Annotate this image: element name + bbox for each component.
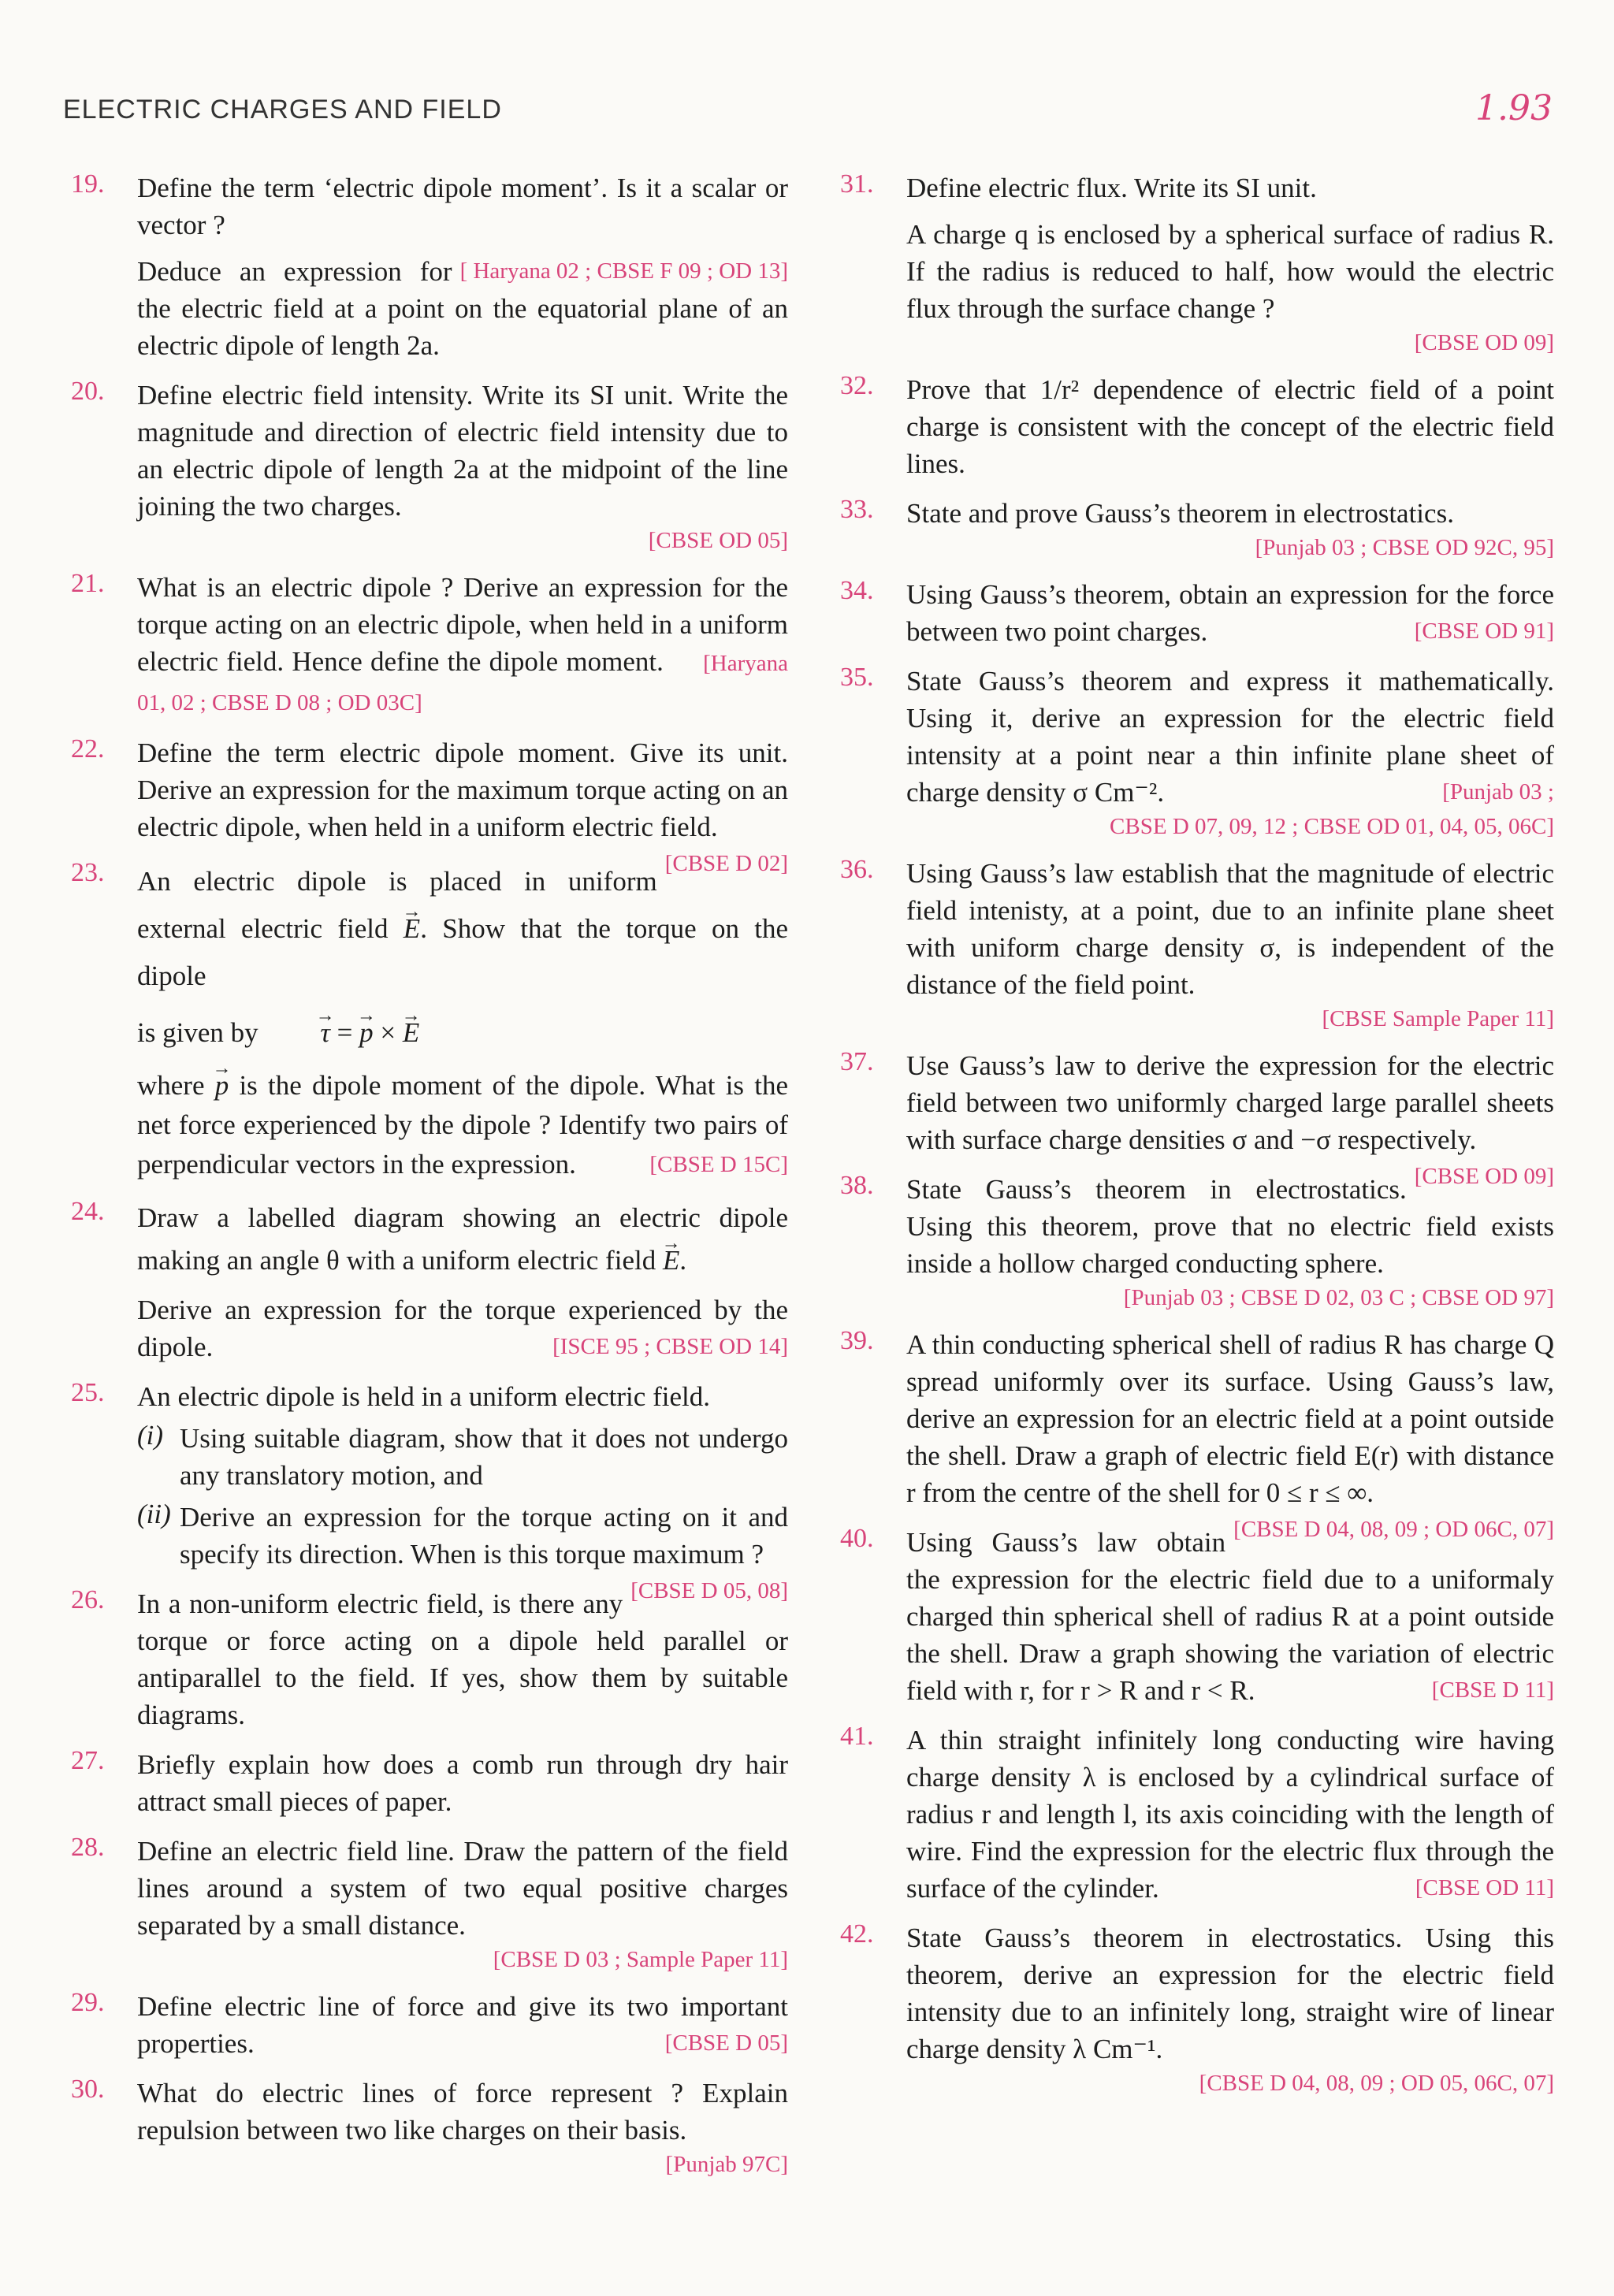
question-number: 34.	[840, 576, 874, 605]
question-23	[71, 858, 788, 1184]
question-number: 35.	[840, 663, 874, 692]
question-number: 22.	[71, 734, 105, 763]
sub-question-text: Derive an expression for the torque acting on it and specify its direction. When is this torque maximum ? [CBSE D 05, 08]	[180, 1499, 788, 1573]
question-21	[71, 569, 788, 722]
question-text: What do electric lines of force represent ? Explain repulsion between two like charges on their basis.	[137, 2078, 788, 2146]
source-reference: [CBSE OD 91]	[1414, 619, 1554, 644]
question-text: Draw a labelled diagram showing an electric dipole making an angle θ with a uniform electric field → E.	[137, 1197, 788, 1282]
question-number: 23.	[71, 858, 105, 887]
source-reference: [CBSE D 02]	[664, 851, 788, 876]
vector-E-symbol: → E	[663, 1239, 679, 1282]
question-text: Using Gauss’s law establish that the magnitude of electric field intenisty, at a point, due to an infinite plane sheet with uniform charge density σ, is independent of the distance of the field point.	[906, 858, 1554, 1000]
question-35	[840, 663, 1554, 842]
running-title: ELECTRIC CHARGES AND FIELD	[63, 95, 502, 124]
sub-question-i	[137, 1420, 788, 1494]
question-number: 32.	[840, 371, 874, 400]
question-text: where → p is the dipole moment of the dipole. What is the net force experienced by the dipole ? Identify two pairs of perpendicular vectors in the expression. [CBSE D 15C]	[137, 1066, 788, 1184]
question-42	[840, 1919, 1554, 2099]
question-20	[71, 377, 788, 556]
sub-question-ii	[137, 1499, 788, 1603]
right-column	[840, 169, 1554, 2112]
question-text: Using Gauss’s theorem, obtain an expression for the force between two point charges. [CBSE OD 91]	[906, 576, 1554, 650]
question-number: 36.	[840, 855, 874, 884]
source-reference: [CBSE D 04, 08, 09 ; OD 05, 06C, 07]	[1199, 2071, 1554, 2096]
source-reference: [CBSE D 05]	[664, 2030, 788, 2056]
question-text: State and prove Gauss’s theorem in electrostatics.	[906, 498, 1454, 529]
source-reference: [CBSE OD 11]	[1415, 1875, 1554, 1900]
question-number: 25.	[71, 1378, 105, 1407]
source-reference: CBSE D 07, 09, 12 ; CBSE OD 01, 04, 05, 06C]	[1110, 814, 1554, 839]
question-text: Define electric line of force and give its two important properties. [CBSE D 05]	[137, 1988, 788, 2062]
source-reference: [CBSE OD 09]	[1414, 1164, 1554, 1189]
equation: → τ = → p × → E	[320, 1017, 419, 1048]
question-29	[71, 1988, 788, 2062]
source-reference: [CBSE Sample Paper 11]	[1322, 1006, 1554, 1031]
question-text: Briefly explain how does a comb run through dry hair attract small pieces of paper.	[137, 1749, 788, 1817]
question-text: A charge q is enclosed by a spherical surface of radius R. If the radius is reduced to half, how would the electric flux through the surface change ?	[906, 219, 1554, 324]
question-number: 42.	[840, 1919, 874, 1949]
question-39	[840, 1326, 1554, 1542]
question-30	[71, 2075, 788, 2180]
source-reference: [CBSE D 05, 08]	[630, 1578, 788, 1603]
source-reference: [CBSE D 03 ; Sample Paper 11]	[493, 1947, 788, 1972]
question-text: Define the term electric dipole moment. Give its unit. Derive an expression for the maximum torque acting on an electric dipole, when held in a uniform electric field. [CBSE D 02]	[137, 734, 788, 845]
question-number: 24.	[71, 1197, 105, 1226]
question-text: An electric dipole is held in a uniform electric field.	[137, 1381, 710, 1412]
question-text: State Gauss’s theorem in electrostatics. Using this theorem, prove that no electric field exists inside a hollow charged conducting sphere.	[906, 1174, 1554, 1279]
question-34	[840, 576, 1554, 650]
question-text: A thin conducting spherical shell of radius R has charge Q spread uniformly over its surface. Using Gauss’s law, derive an expression for an electric field at a point outside the shell. Draw a graph of electric field E(r) with distance r from the centre of the shell for 0 ≤ r ≤ ∞. [CBSE D 04, 08, 09 ; OD 06C, 07]	[906, 1326, 1554, 1511]
source-reference: [CBSE OD 09]	[1414, 330, 1554, 355]
question-41	[840, 1722, 1554, 1907]
question-text: An electric dipole is placed in uniform external electric field → E. Show that the torque on the dipole	[137, 858, 788, 1000]
question-38	[840, 1171, 1554, 1313]
page-number: 1.93	[1475, 88, 1553, 128]
question-text: In a non-uniform electric field, is there any torque or force acting on a dipole held parallel or antiparallel to the field. If yes, show them by suitable diagrams.	[137, 1588, 788, 1730]
question-text: Define an electric field line. Draw the pattern of the field lines around a system of two equal positive charges separated by a small distance.	[137, 1836, 788, 1941]
question-number: 26.	[71, 1585, 105, 1614]
question-text: Define electric field intensity. Write its SI unit. Write the magnitude and direction of electric field intensity due to an electric dipole of length 2a at the midpoint of the line joining the two charges.	[137, 380, 788, 522]
source-reference: [Punjab 03 ; CBSE D 02, 03 C ; CBSE OD 97]	[1123, 1285, 1554, 1310]
source-reference: [ISCE 95 ; CBSE OD 14]	[552, 1334, 788, 1359]
vector-p-symbol: → p	[215, 1066, 229, 1105]
question-text: Use Gauss’s law to derive the expression for the electric field between two uniformly charged large parallel sheets with surface charge densities σ and −σ respectively. [CBSE OD 09]	[906, 1047, 1554, 1158]
question-31	[840, 169, 1554, 359]
question-number: 33.	[840, 495, 874, 524]
question-text: Using Gauss’s law obtain the expression for the electric field due to a uniformaly charged thin spherical shell of radius R at a point outside the shell. Draw a graph showing the variation of electric field with r, for r > R and r < R. [CBSE D 11]	[906, 1524, 1554, 1709]
question-text: What is an electric dipole ? Derive an expression for the torque acting on an electric dipole, when held in a uniform electric field. Hence define the dipole moment. [Haryana 01, 02 ; CBSE D 08 ; OD 03C]	[137, 572, 788, 715]
question-number: 41.	[840, 1722, 874, 1751]
source-reference: [CBSE OD 05]	[648, 528, 788, 553]
source-reference: [Punjab 03 ; CBSE OD 92C, 95]	[1255, 535, 1554, 560]
question-number: 39.	[840, 1326, 874, 1355]
torque-equation: is given by → τ = → p × → E	[137, 1009, 788, 1057]
source-reference: [ Haryana 02 ; CBSE F 09 ; OD 13]	[459, 258, 788, 284]
sub-label: (i)	[137, 1420, 164, 1451]
sub-question-text: Using suitable diagram, show that it does not undergo any translatory motion, and	[180, 1423, 788, 1491]
question-text: [ Haryana 02 ; CBSE F 09 ; OD 13] Deduce an expression for the electric field at a point on the equatorial plane of an electric dipole of length 2a.	[137, 253, 788, 364]
question-27	[71, 1746, 788, 1820]
left-column	[71, 169, 788, 2193]
question-24	[71, 1197, 788, 1365]
question-number: 20.	[71, 377, 105, 406]
question-40	[840, 1524, 1554, 1709]
question-text: Define electric flux. Write its SI unit.	[906, 173, 1317, 203]
sub-label: (ii)	[137, 1499, 171, 1529]
source-reference: [CBSE D 11]	[1431, 1677, 1554, 1703]
question-19	[71, 169, 788, 364]
question-number: 37.	[840, 1047, 874, 1076]
source-reference: [CBSE D 04, 08, 09 ; OD 06C, 07]	[1233, 1517, 1554, 1542]
vector-E-symbol: → E	[404, 905, 420, 953]
source-reference: [Haryana 01, 02 ; CBSE D 08 ; OD 03C]	[137, 651, 788, 715]
source-reference: [Punjab 97C]	[665, 2152, 788, 2177]
question-text: State Gauss’s theorem in electrostatics. Using this theorem, derive an expression for the electric field intensity due to an infinitely long, straight wire of linear charge density λ Cm⁻¹.	[906, 1923, 1554, 2064]
question-28	[71, 1833, 788, 1975]
question-number: 40.	[840, 1524, 874, 1553]
question-number: 27.	[71, 1746, 105, 1775]
question-number: 29.	[71, 1988, 105, 2017]
question-text: State Gauss’s theorem and express it mathematically. Using it, derive an expression for the electric field intensity at a point near a thin infinite plane sheet of charge density σ Cm⁻². [Punjab 03 ;	[906, 663, 1554, 811]
question-36	[840, 855, 1554, 1035]
question-32	[840, 371, 1554, 482]
question-33	[840, 495, 1554, 563]
question-text: Prove that 1/r² dependence of electric field of a point charge is consistent with the concept of the electric field lines.	[906, 374, 1554, 479]
question-number: 28.	[71, 1833, 105, 1862]
source-reference: [Punjab 03 ;	[1442, 779, 1554, 804]
question-text: Derive an expression for the torque experienced by the dipole. [ISCE 95 ; CBSE OD 14]	[137, 1291, 788, 1365]
question-text: Define the term ‘electric dipole moment’. Is it a scalar or vector ?	[137, 173, 788, 240]
question-26	[71, 1585, 788, 1733]
question-number: 19.	[71, 169, 105, 199]
question-number: 30.	[71, 2075, 105, 2104]
page-header	[63, 88, 1553, 143]
question-text: A thin straight infinitely long conducting wire having charge density λ is enclosed by a cylindrical surface of radius r and length l, its axis coinciding with the length of wire. Find the expression for the electric flux through the surface of the cylinder. [CBSE OD 11]	[906, 1722, 1554, 1907]
source-reference: [CBSE D 15C]	[649, 1152, 788, 1177]
question-number: 38.	[840, 1171, 874, 1200]
question-number: 31.	[840, 169, 874, 199]
question-number: 21.	[71, 569, 105, 598]
